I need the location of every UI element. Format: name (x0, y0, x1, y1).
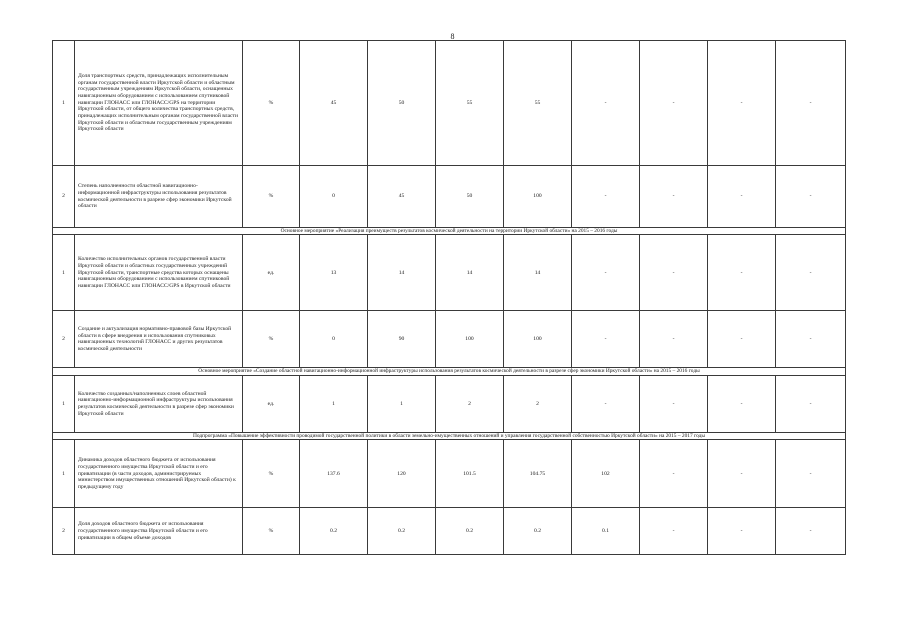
value-cell: - (572, 166, 640, 228)
value-cell: 0.1 (572, 508, 640, 555)
value-cell: - (776, 375, 846, 432)
value-cell: - (708, 375, 776, 432)
section-title: Основное мероприятие «Создание областной навигационно-информационной инфраструктуры использования результатов космической деятельности в разрезе сфер экономики Иркутской области» на 2015 – 2016 годы (53, 368, 846, 375)
value-cell: - (572, 41, 640, 166)
table-row (53, 440, 846, 508)
unit-cell: % (243, 166, 300, 228)
value-cell: 0.2 (436, 508, 504, 555)
row-number: 1 (53, 235, 75, 311)
value-cell: - (640, 311, 708, 368)
value-cell: 100 (504, 166, 572, 228)
table-row (53, 41, 846, 166)
unit-cell: % (243, 440, 300, 508)
value-cell: - (640, 41, 708, 166)
section-title: Основное мероприятие «Реализация преимуществ результатов космической деятельности на территории Иркутской области» на 2015 – 2016 годы (53, 228, 846, 235)
indicator-name: Доля доходов областного бюджета от использования государственного имущества Иркутской области и его приватизации в общем объеме доходов (75, 508, 243, 555)
table-row (53, 375, 846, 432)
value-cell: 0.2 (504, 508, 572, 555)
value-cell: 45 (368, 166, 436, 228)
value-cell: - (572, 235, 640, 311)
value-cell: - (708, 311, 776, 368)
value-cell: - (708, 41, 776, 166)
value-cell: 0.2 (300, 508, 368, 555)
row-number: 1 (53, 375, 75, 432)
table-row (53, 235, 846, 311)
value-cell: 90 (368, 311, 436, 368)
section-header-row (53, 432, 846, 439)
value-cell: 0 (300, 166, 368, 228)
unit-cell: ед. (243, 235, 300, 311)
indicator-name: Количество созданных/наполненных слоев областной навигационно-информационной инфраструктуры использования результатов космической деятельности в разрезе сфер экономики Иркутской области (75, 375, 243, 432)
value-cell: 0.2 (368, 508, 436, 555)
page-number: 8 (450, 32, 455, 41)
value-cell: 137.6 (300, 440, 368, 508)
value-cell: - (640, 235, 708, 311)
value-cell: 0 (300, 311, 368, 368)
unit-cell: % (243, 508, 300, 555)
value-cell: 50 (368, 41, 436, 166)
indicators-table (52, 40, 846, 555)
value-cell: 55 (436, 41, 504, 166)
value-cell: 100 (504, 311, 572, 368)
table-row (53, 166, 846, 228)
value-cell: - (708, 508, 776, 555)
table-row (53, 508, 846, 555)
indicator-name: Количество исполнительных органов государственной власти Иркутской области и областных государственных учреждений Иркутской области, транспортные средства которых оснащены навигационным оборудованием с использованием спутниковой навигации ГЛОНАСС или ГЛОНАСС/GPS в Иркутской области (75, 235, 243, 311)
value-cell: - (776, 166, 846, 228)
value-cell: 14 (368, 235, 436, 311)
value-cell: - (572, 375, 640, 432)
value-cell: 50 (436, 166, 504, 228)
value-cell: 1 (300, 375, 368, 432)
value-cell: - (640, 440, 708, 508)
section-header-row (53, 228, 846, 235)
value-cell: 120 (368, 440, 436, 508)
value-cell: - (776, 41, 846, 166)
value-cell: 1 (368, 375, 436, 432)
value-cell: - (640, 166, 708, 228)
value-cell: - (776, 440, 846, 508)
value-cell: - (776, 508, 846, 555)
value-cell: 13 (300, 235, 368, 311)
unit-cell: ед. (243, 375, 300, 432)
value-cell: - (776, 235, 846, 311)
indicator-name: Степень наполненности областной навигационно-информационной инфраструктуры использования результатов космической деятельности в разрезе сфер экономики Иркутской области (75, 166, 243, 228)
value-cell: 14 (436, 235, 504, 311)
value-cell: - (640, 375, 708, 432)
row-number: 2 (53, 508, 75, 555)
value-cell: - (640, 508, 708, 555)
value-cell: 2 (436, 375, 504, 432)
value-cell: - (708, 166, 776, 228)
value-cell: 100 (436, 311, 504, 368)
value-cell: - (708, 235, 776, 311)
value-cell: - (708, 440, 776, 508)
value-cell: 2 (504, 375, 572, 432)
value-cell: 45 (300, 41, 368, 166)
indicator-name: Динамика доходов областного бюджета от использования государственного имущества Иркутской области и его приватизации (в части доходов, администрируемых министерством имущественных отношений Иркутской области) к предыдущему году (75, 440, 243, 508)
row-number: 2 (53, 166, 75, 228)
section-header-row (53, 368, 846, 375)
value-cell: - (776, 311, 846, 368)
indicator-name: Создание и актуализация нормативно-правовой базы Иркутской области в сфере внедрения и использования спутниковых навигационных технологий ГЛОНАСС и других результатов космической деятельности (75, 311, 243, 368)
value-cell: 102 (572, 440, 640, 508)
unit-cell: % (243, 311, 300, 368)
row-number: 1 (53, 41, 75, 166)
section-title: Подпрограмма «Повышение эффективности проводимой государственной политики в области земельно-имущественных отношений и управления государственной собственностью Иркутской области» на 2015 – 2017 годы (53, 432, 846, 439)
row-number: 1 (53, 440, 75, 508)
indicator-name: Доля транспортных средств, принадлежащих исполнительным органам государственной власти Иркутской области и областным государственным учреждениям Иркутской области, оснащенных навигационным оборудованием с использованием спутниковой навигации ГЛОНАСС или ГЛОНАСС/GPS на территории Иркутской области, от общего количества транспортных средств, принадлежащих исполнительным органам государственной власти Иркутской области и областным государственным учреждениям Иркутской области (75, 41, 243, 166)
unit-cell: % (243, 41, 300, 166)
value-cell: 14 (504, 235, 572, 311)
table-row (53, 311, 846, 368)
value-cell: - (572, 311, 640, 368)
value-cell: 104.75 (504, 440, 572, 508)
value-cell: 101.5 (436, 440, 504, 508)
value-cell: 55 (504, 41, 572, 166)
row-number: 2 (53, 311, 75, 368)
